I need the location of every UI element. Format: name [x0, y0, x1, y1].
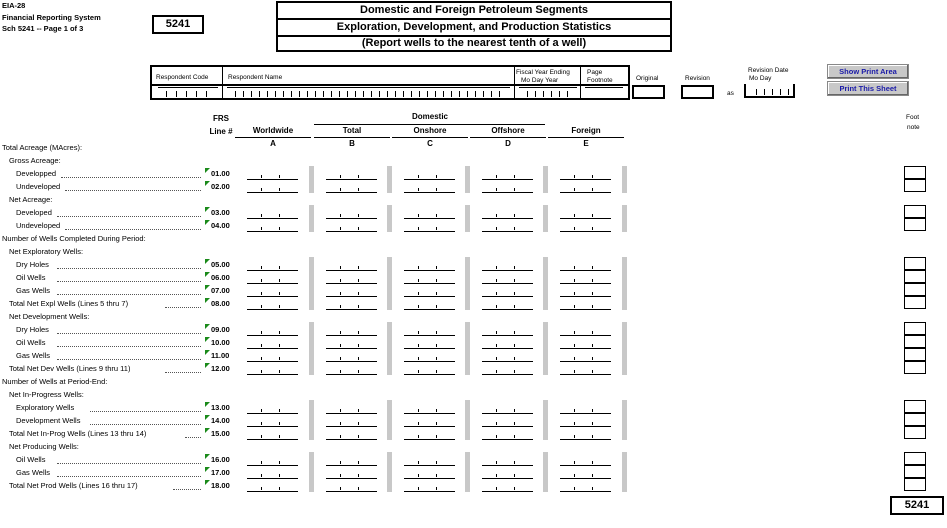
input-onshore-17.00[interactable] [404, 468, 455, 479]
section-label: Net Producing Wells: [9, 442, 79, 451]
row-label-line-12.00: Total Net Dev Wells (Lines 9 thru 11) [9, 364, 131, 373]
line-number: 12.00 [211, 364, 230, 373]
input-onshore-10.00[interactable] [404, 338, 455, 349]
revision-date-label: Revision Date [748, 67, 789, 74]
footnote-box[interactable] [904, 478, 926, 491]
column-separator [387, 452, 392, 492]
input-onshore-06.00[interactable] [404, 273, 455, 284]
comment-indicator-icon [205, 324, 210, 329]
input-foreign-05.00[interactable] [560, 260, 611, 271]
input-foreign-12.00[interactable] [560, 364, 611, 375]
footnote-header-2: note [907, 124, 920, 131]
input-worldwide-05.00[interactable] [247, 260, 298, 271]
column-underline [235, 137, 311, 138]
comment-indicator-icon [205, 467, 210, 472]
column-separator [465, 166, 470, 193]
column-separator [622, 452, 627, 492]
footnote-box[interactable] [904, 322, 926, 335]
comment-indicator-icon [205, 428, 210, 433]
input-foreign-14.00[interactable] [560, 416, 611, 427]
input-total-18.00[interactable] [326, 481, 377, 492]
footnote-box[interactable] [904, 166, 926, 179]
row-label-line-18.00: Total Net Prod Wells (Lines 16 thru 17) [9, 481, 138, 490]
row-label-line-15.00: Total Net In-Prog Wells (Lines 13 thru 14) [9, 429, 147, 438]
input-offshore-10.00[interactable] [482, 338, 533, 349]
input-worldwide-12.00[interactable] [247, 364, 298, 375]
column-letter-b: B [349, 139, 355, 148]
column-separator [543, 400, 548, 440]
column-letter-d: D [505, 139, 511, 148]
input-offshore-11.00[interactable] [482, 351, 533, 362]
comment-indicator-icon [205, 350, 210, 355]
row-label-line-01.00: Developped [16, 169, 57, 178]
footnote-box[interactable] [904, 452, 926, 465]
input-offshore-13.00[interactable] [482, 403, 533, 414]
section-label: Gross Acreage: [9, 156, 61, 165]
line-number: 17.00 [211, 468, 230, 477]
input-offshore-03.00[interactable] [482, 208, 533, 219]
input-worldwide-01.00[interactable] [247, 169, 298, 180]
leader-dots [57, 463, 201, 464]
input-offshore-02.00[interactable] [482, 182, 533, 193]
footnote-box[interactable] [904, 335, 926, 348]
section-label: Net Exploratory Wells: [9, 247, 84, 256]
line-number: 03.00 [211, 208, 230, 217]
column-separator [622, 205, 627, 232]
revision-date-field[interactable] [744, 84, 795, 98]
row-label-line-04.00: Undeveloped [16, 221, 61, 230]
footnote-box[interactable] [904, 361, 926, 374]
column-underline [470, 137, 546, 138]
input-offshore-17.00[interactable] [482, 468, 533, 479]
input-worldwide-06.00[interactable] [247, 273, 298, 284]
leader-dots [57, 359, 201, 360]
column-separator [543, 322, 548, 375]
line-number: 05.00 [211, 260, 230, 269]
input-worldwide-07.00[interactable] [247, 286, 298, 297]
column-separator [465, 257, 470, 310]
footnote-box[interactable] [904, 426, 926, 439]
input-total-16.00[interactable] [326, 455, 377, 466]
input-onshore-03.00[interactable] [404, 208, 455, 219]
footnote-header-1: Foot [906, 114, 920, 121]
footnote-box[interactable] [904, 348, 926, 361]
show-print-area-button[interactable]: Show Print Area [827, 64, 909, 79]
revision-date-sublabel: Mo Day [749, 75, 772, 82]
comment-indicator-icon [205, 480, 210, 485]
respondent-bar [150, 65, 630, 100]
column-separator [387, 257, 392, 310]
row-label-line-11.00: Gas Wells [16, 351, 51, 360]
footnote-box[interactable] [904, 296, 926, 309]
comment-indicator-icon [205, 415, 210, 420]
leader-dots [90, 424, 201, 425]
input-onshore-07.00[interactable] [404, 286, 455, 297]
input-onshore-15.00[interactable] [404, 429, 455, 440]
column-separator [309, 205, 314, 232]
input-total-10.00[interactable] [326, 338, 377, 349]
input-total-13.00[interactable] [326, 403, 377, 414]
column-header-onshore: Onshore [413, 126, 447, 135]
section-label: Number of Wells Completed During Period: [2, 234, 146, 243]
title-line-1: Domestic and Foreign Petroleum Segments [276, 1, 672, 20]
leader-dots [165, 307, 201, 308]
line-number: 04.00 [211, 221, 230, 230]
schedule-code-box: 5241 [152, 15, 204, 34]
column-separator [622, 322, 627, 375]
footnote-box[interactable] [904, 400, 926, 413]
line-number: 02.00 [211, 182, 230, 191]
section-label: Net Acreage: [9, 195, 53, 204]
column-letter-e: E [583, 139, 589, 148]
row-label-line-07.00: Gas Wells [16, 286, 51, 295]
input-foreign-13.00[interactable] [560, 403, 611, 414]
input-worldwide-03.00[interactable] [247, 208, 298, 219]
input-total-17.00[interactable] [326, 468, 377, 479]
line-number: 14.00 [211, 416, 230, 425]
input-offshore-05.00[interactable] [482, 260, 533, 271]
column-header-foreign: Foreign [571, 126, 601, 135]
input-foreign-04.00[interactable] [560, 221, 611, 232]
input-foreign-02.00[interactable] [560, 182, 611, 193]
column-separator [465, 205, 470, 232]
domestic-underline [314, 124, 545, 125]
column-header-offshore: Offshore [491, 126, 525, 135]
column-header-total: Total [342, 126, 362, 135]
leader-dots [57, 333, 201, 334]
page-footnote-cell[interactable]: Page Footnote [581, 67, 628, 98]
revision-field[interactable] [681, 85, 714, 99]
leader-dots [57, 346, 201, 347]
comment-indicator-icon [205, 168, 210, 173]
revision-label: Revision [685, 75, 710, 82]
comment-indicator-icon [205, 272, 210, 277]
input-onshore-18.00[interactable] [404, 481, 455, 492]
column-separator [465, 452, 470, 492]
form-id: EIA-28 [2, 1, 26, 10]
column-separator [309, 400, 314, 440]
input-offshore-01.00[interactable] [482, 169, 533, 180]
line-number: 06.00 [211, 273, 230, 282]
row-label-line-03.00: Developed [16, 208, 52, 217]
input-offshore-04.00[interactable] [482, 221, 533, 232]
line-number: 16.00 [211, 455, 230, 464]
leader-dots [65, 229, 201, 230]
section-label: Number of Wells at Period-End: [2, 377, 108, 386]
input-foreign-08.00[interactable] [560, 299, 611, 310]
input-foreign-18.00[interactable] [560, 481, 611, 492]
row-label-line-08.00: Total Net Expl Wells (Lines 5 thru 7) [9, 299, 129, 308]
input-onshore-11.00[interactable] [404, 351, 455, 362]
footnote-box[interactable] [904, 413, 926, 426]
respondent-code-cell[interactable]: Respondent Code [152, 67, 223, 98]
row-label-line-13.00: Exploratory Wells [16, 403, 75, 412]
column-separator [465, 322, 470, 375]
input-foreign-17.00[interactable] [560, 468, 611, 479]
leader-dots [57, 476, 201, 477]
leader-dots [61, 177, 201, 178]
footnote-box[interactable] [904, 205, 926, 218]
leader-dots [173, 489, 201, 490]
input-total-14.00[interactable] [326, 416, 377, 427]
respondent-name-cell[interactable]: Respondent Name [223, 67, 515, 98]
input-foreign-03.00[interactable] [560, 208, 611, 219]
input-onshore-01.00[interactable] [404, 169, 455, 180]
line-number: 15.00 [211, 429, 230, 438]
column-header-worldwide: Worldwide [252, 126, 294, 135]
leader-dots [165, 372, 201, 373]
footnote-box[interactable] [904, 257, 926, 270]
comment-indicator-icon [205, 337, 210, 342]
input-total-07.00[interactable] [326, 286, 377, 297]
input-worldwide-09.00[interactable] [247, 325, 298, 336]
as-label: as [727, 90, 734, 97]
input-offshore-16.00[interactable] [482, 455, 533, 466]
leader-dots [57, 281, 201, 282]
line-number: 18.00 [211, 481, 230, 490]
input-total-09.00[interactable] [326, 325, 377, 336]
input-worldwide-14.00[interactable] [247, 416, 298, 427]
system-name: Financial Reporting System [2, 13, 101, 22]
input-offshore-14.00[interactable] [482, 416, 533, 427]
input-foreign-01.00[interactable] [560, 169, 611, 180]
input-onshore-04.00[interactable] [404, 221, 455, 232]
comment-indicator-icon [205, 207, 210, 212]
leader-dots [90, 411, 201, 412]
input-onshore-09.00[interactable] [404, 325, 455, 336]
original-label: Original [636, 75, 659, 82]
print-this-sheet-button[interactable]: Print This Sheet [827, 81, 909, 96]
title-line-2: Exploration, Development, and Production Statistics [276, 18, 672, 37]
column-separator [387, 322, 392, 375]
comment-indicator-icon [205, 454, 210, 459]
comment-indicator-icon [205, 285, 210, 290]
schedule-label: Sch 5241 -- Page 1 of 3 [2, 24, 84, 33]
column-separator [387, 166, 392, 193]
input-total-06.00[interactable] [326, 273, 377, 284]
input-total-02.00[interactable] [326, 182, 377, 193]
footer-code-box: 5241 [890, 496, 944, 515]
row-label-line-09.00: Dry Holes [16, 325, 49, 334]
row-label-line-06.00: Oil Wells [16, 273, 46, 282]
input-onshore-12.00[interactable] [404, 364, 455, 375]
domestic-header: Domestic [411, 112, 448, 121]
input-onshore-08.00[interactable] [404, 299, 455, 310]
input-onshore-05.00[interactable] [404, 260, 455, 271]
input-worldwide-02.00[interactable] [247, 182, 298, 193]
column-separator [622, 257, 627, 310]
column-separator [387, 400, 392, 440]
footnote-box[interactable] [904, 179, 926, 192]
input-offshore-07.00[interactable] [482, 286, 533, 297]
line-number: 01.00 [211, 169, 230, 178]
leader-dots [185, 437, 201, 438]
input-foreign-11.00[interactable] [560, 351, 611, 362]
input-worldwide-11.00[interactable] [247, 351, 298, 362]
original-field[interactable] [632, 85, 665, 99]
column-separator [309, 452, 314, 492]
column-separator [622, 400, 627, 440]
input-worldwide-16.00[interactable] [247, 455, 298, 466]
line-number: 08.00 [211, 299, 230, 308]
input-offshore-15.00[interactable] [482, 429, 533, 440]
input-total-12.00[interactable] [326, 364, 377, 375]
input-worldwide-08.00[interactable] [247, 299, 298, 310]
respondent-bar-divider [150, 84, 630, 86]
input-offshore-06.00[interactable] [482, 273, 533, 284]
line-number: 07.00 [211, 286, 230, 295]
comment-indicator-icon [205, 259, 210, 264]
input-foreign-06.00[interactable] [560, 273, 611, 284]
line-number: 11.00 [211, 351, 230, 360]
column-separator [543, 257, 548, 310]
column-letter-a: A [270, 139, 276, 148]
fiscal-year-cell[interactable]: Fiscal Year Ending Mo Day Year [515, 67, 581, 98]
input-foreign-07.00[interactable] [560, 286, 611, 297]
column-separator [543, 166, 548, 193]
footnote-box[interactable] [904, 465, 926, 478]
input-worldwide-17.00[interactable] [247, 468, 298, 479]
footnote-box[interactable] [904, 270, 926, 283]
input-total-01.00[interactable] [326, 169, 377, 180]
comment-indicator-icon [205, 220, 210, 225]
input-onshore-13.00[interactable] [404, 403, 455, 414]
input-total-05.00[interactable] [326, 260, 377, 271]
input-worldwide-10.00[interactable] [247, 338, 298, 349]
column-separator [309, 166, 314, 193]
row-label-line-16.00: Oil Wells [16, 455, 46, 464]
input-offshore-09.00[interactable] [482, 325, 533, 336]
column-separator [622, 166, 627, 193]
column-underline [392, 137, 468, 138]
row-label-line-14.00: Development Wells [16, 416, 81, 425]
input-foreign-09.00[interactable] [560, 325, 611, 336]
comment-indicator-icon [205, 181, 210, 186]
input-foreign-10.00[interactable] [560, 338, 611, 349]
column-separator [543, 205, 548, 232]
input-offshore-12.00[interactable] [482, 364, 533, 375]
section-label: Total Acreage (MAcres): [2, 143, 83, 152]
line-number-header: Line # [209, 127, 233, 136]
leader-dots [57, 294, 201, 295]
footnote-box[interactable] [904, 218, 926, 231]
row-label-line-10.00: Oil Wells [16, 338, 46, 347]
leader-dots [57, 268, 201, 269]
column-separator [387, 205, 392, 232]
column-separator [309, 257, 314, 310]
input-total-15.00[interactable] [326, 429, 377, 440]
row-label-line-17.00: Gas Wells [16, 468, 51, 477]
input-onshore-16.00[interactable] [404, 455, 455, 466]
column-underline [314, 137, 390, 138]
input-total-08.00[interactable] [326, 299, 377, 310]
line-number: 13.00 [211, 403, 230, 412]
column-letter-c: C [427, 139, 433, 148]
line-number: 09.00 [211, 325, 230, 334]
input-offshore-18.00[interactable] [482, 481, 533, 492]
leader-dots [65, 190, 201, 191]
input-onshore-14.00[interactable] [404, 416, 455, 427]
input-onshore-02.00[interactable] [404, 182, 455, 193]
footnote-box[interactable] [904, 283, 926, 296]
comment-indicator-icon [205, 363, 210, 368]
comment-indicator-icon [205, 298, 210, 303]
column-underline [548, 137, 624, 138]
input-worldwide-04.00[interactable] [247, 221, 298, 232]
input-foreign-16.00[interactable] [560, 455, 611, 466]
column-separator [465, 400, 470, 440]
column-separator [543, 452, 548, 492]
line-number: 10.00 [211, 338, 230, 347]
input-worldwide-15.00[interactable] [247, 429, 298, 440]
column-separator [309, 322, 314, 375]
title-line-3: (Report wells to the nearest tenth of a well) [276, 35, 672, 52]
input-total-03.00[interactable] [326, 208, 377, 219]
input-worldwide-13.00[interactable] [247, 403, 298, 414]
input-worldwide-18.00[interactable] [247, 481, 298, 492]
frs-header: FRS [213, 114, 229, 123]
input-total-04.00[interactable] [326, 221, 377, 232]
section-label: Net In-Progress Wells: [9, 390, 84, 399]
row-label-line-05.00: Dry Holes [16, 260, 49, 269]
comment-indicator-icon [205, 402, 210, 407]
row-label-line-02.00: Undeveloped [16, 182, 61, 191]
input-offshore-08.00[interactable] [482, 299, 533, 310]
input-foreign-15.00[interactable] [560, 429, 611, 440]
input-total-11.00[interactable] [326, 351, 377, 362]
section-label: Net Development Wells: [9, 312, 90, 321]
leader-dots [57, 216, 201, 217]
